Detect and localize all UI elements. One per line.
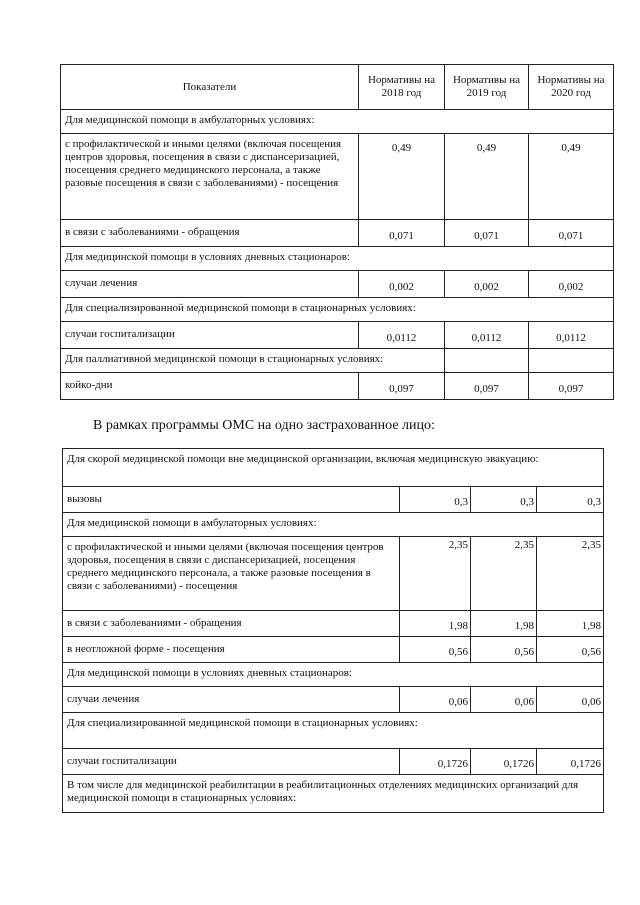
value-2019: 0,002 [445, 271, 529, 298]
table-row [63, 611, 604, 637]
row-label: в связи с заболеваниями - обращения [61, 220, 359, 247]
header-indicators: Показатели [61, 65, 359, 110]
table-row [63, 687, 604, 713]
value-2019: 0,097 [445, 373, 529, 400]
value-2018: 0,071 [359, 220, 445, 247]
section-row [61, 298, 614, 322]
value-2018: 1,98 [400, 611, 471, 637]
section-row [61, 110, 614, 134]
value-2018: 2,35 [400, 537, 471, 611]
row-label: с профилактической и иными целями (включая посещения центров здоровья, посещения в связи с диспансеризацией, посещения среднего медицинского персонала, а также разовые посещения в связи с заболеваниями) - посещения [61, 134, 359, 220]
section-specialized: Для специализированной медицинской помощи в стационарных условиях: [61, 298, 614, 322]
row-label: случаи госпитализации [63, 749, 400, 775]
empty-cell [529, 349, 614, 373]
section-specialized: Для специализированной медицинской помощи в стационарных условиях: [63, 713, 604, 749]
table-row [63, 749, 604, 775]
header-2019: Нормативы на 2019 год [445, 65, 529, 110]
value-2020: 0,56 [537, 637, 604, 663]
header-2020: Нормативы на 2020 год [529, 65, 614, 110]
value-2020: 0,0112 [529, 322, 614, 349]
header-2018: Нормативы на 2018 год [359, 65, 445, 110]
section-row [63, 449, 604, 487]
row-label: случаи госпитализации [61, 322, 359, 349]
table-header-row [61, 65, 614, 110]
section-rehabilitation: В том числе для медицинской реабилитации в реабилитационных отделениях медицинских организаций для медицинской помощи в стационарных условиях: [63, 775, 604, 813]
row-label: случаи лечения [61, 271, 359, 298]
value-2020: 0,1726 [537, 749, 604, 775]
value-2020: 0,06 [537, 687, 604, 713]
value-2019: 0,49 [445, 134, 529, 220]
section-row [63, 775, 604, 813]
norms-table-1 [60, 64, 614, 400]
value-2020: 0,097 [529, 373, 614, 400]
value-2018: 0,49 [359, 134, 445, 220]
value-2020: 1,98 [537, 611, 604, 637]
row-label: с профилактической и иными целями (включая посещения центров здоровья, посещения в связи с диспансеризацией, посещения среднего медицинского персонала, а также разовые посещения в связи с заболеваниями) - посещения [63, 537, 400, 611]
table-row [61, 373, 614, 400]
row-label: в неотложной форме - посещения [63, 637, 400, 663]
section-ambulatory: Для медицинской помощи в амбулаторных условиях: [61, 110, 614, 134]
section-ambulatory: Для медицинской помощи в амбулаторных условиях: [63, 513, 604, 537]
section-day-hospital: Для медицинской помощи в условиях дневных стационаров: [63, 663, 604, 687]
value-2018: 0,097 [359, 373, 445, 400]
row-label: в связи с заболеваниями - обращения [63, 611, 400, 637]
value-2019: 0,0112 [445, 322, 529, 349]
value-2020: 0,002 [529, 271, 614, 298]
value-2020: 0,3 [537, 487, 604, 513]
section-emergency: Для скорой медицинской помощи вне медицинской организации, включая медицинскую эвакуацию: [63, 449, 604, 487]
section-row [63, 663, 604, 687]
value-2020: 0,071 [529, 220, 614, 247]
value-2018: 0,06 [400, 687, 471, 713]
section-row [63, 713, 604, 749]
value-2019: 0,1726 [471, 749, 537, 775]
section-day-hospital: Для медицинской помощи в условиях дневных стационаров: [61, 247, 614, 271]
value-2019: 2,35 [471, 537, 537, 611]
value-2018: 0,1726 [400, 749, 471, 775]
table-row [61, 220, 614, 247]
row-label: койко-дни [61, 373, 359, 400]
row-label: случаи лечения [63, 687, 400, 713]
section-row [63, 513, 604, 537]
value-2018: 0,56 [400, 637, 471, 663]
section-palliative: Для паллиативной медицинской помощи в стационарных условиях: [61, 349, 445, 373]
value-2018: 0,0112 [359, 322, 445, 349]
value-2020: 0,49 [529, 134, 614, 220]
table-row [63, 537, 604, 611]
table-row [63, 487, 604, 513]
value-2019: 0,06 [471, 687, 537, 713]
empty-cell [445, 349, 529, 373]
value-2020: 2,35 [537, 537, 604, 611]
table-row [61, 271, 614, 298]
row-label: вызовы [63, 487, 400, 513]
value-2019: 0,3 [471, 487, 537, 513]
table-row [61, 322, 614, 349]
table-row [63, 637, 604, 663]
norms-table-2 [62, 448, 604, 813]
value-2019: 0,071 [445, 220, 529, 247]
table-row [61, 134, 614, 220]
section-row [61, 349, 614, 373]
oms-paragraph: В рамках программы ОМС на одно застрахованное лицо: [93, 418, 435, 433]
value-2019: 1,98 [471, 611, 537, 637]
section-row [61, 247, 614, 271]
value-2018: 0,3 [400, 487, 471, 513]
value-2018: 0,002 [359, 271, 445, 298]
value-2019: 0,56 [471, 637, 537, 663]
